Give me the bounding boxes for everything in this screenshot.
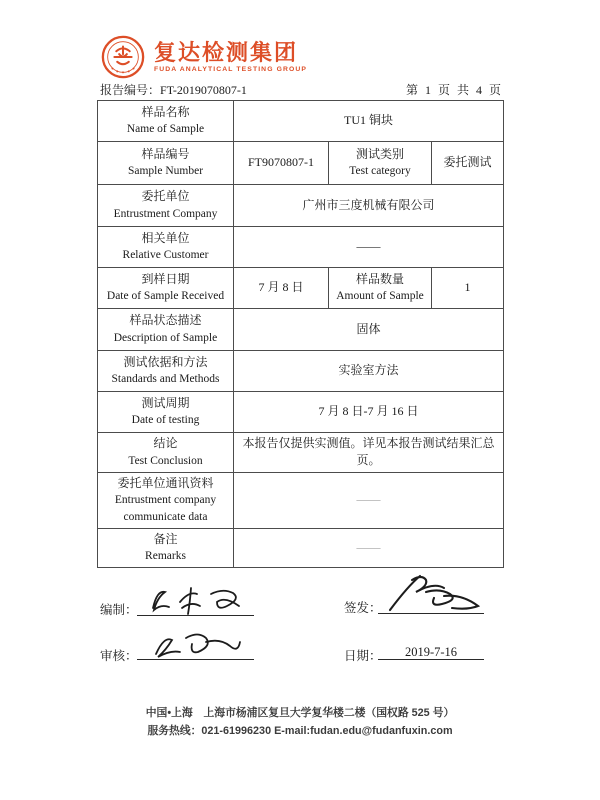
report-number: [100, 81, 247, 98]
row-label-secondary: 测试类别 Test category: [329, 142, 432, 185]
row-label: 备注 Remarks: [98, 528, 234, 567]
reviewed-by-label: 审核：: [100, 649, 138, 663]
row-value-secondary: 1: [432, 268, 504, 309]
report-number-value: FT-2019070807-1: [160, 83, 247, 97]
table-row: [98, 227, 504, 268]
company-seal-icon: [100, 34, 146, 80]
row-value: 本报告仅提供实测值。详见本报告测试结果汇总页。: [234, 433, 504, 473]
report-number-label: 报告编号：: [100, 83, 161, 97]
table-row: [98, 101, 504, 142]
table-row: [98, 268, 504, 309]
row-value: 广州市三度机械有限公司: [234, 185, 504, 227]
reviewed-by-signature: [150, 626, 246, 662]
logo-name-en: FUDA ANALYTICAL TESTING GROUP: [154, 66, 307, 74]
row-value: 实验室方法: [234, 351, 504, 392]
table-row: [98, 185, 504, 227]
date-label: 日期：: [344, 649, 382, 663]
table-row: [98, 309, 504, 351]
row-label: 测试依据和方法 Standards and Methods: [98, 351, 234, 392]
row-label: 结论 Test Conclusion: [98, 433, 234, 473]
row-value: FT9070807-1: [234, 142, 329, 185]
footer-address: 中国•上海 上海市杨浦区复旦大学复华楼二楼（国权路 525 号）: [145, 707, 455, 719]
row-label: 到样日期 Date of Sample Received: [98, 268, 234, 309]
row-value: 7 月 8 日-7 月 16 日: [234, 392, 504, 433]
row-label: 相关单位 Relative Customer: [98, 227, 234, 268]
issued-by-signature: [382, 570, 486, 614]
row-label: 委托单位通讯资料 Entrustment company communicate data: [98, 472, 234, 528]
report-meta-line: [100, 81, 503, 98]
footer-contact: 服务热线：021-61996230 E-mail:fudan.edu@fudanfuxin.com: [147, 725, 453, 738]
date-value: 2019-7-16: [404, 645, 458, 659]
row-label-secondary: 样品数量 Amount of Sample: [329, 268, 432, 309]
table-row: [98, 472, 504, 528]
row-label: 样品状态描述 Description of Sample: [98, 309, 234, 351]
row-value: ——: [234, 472, 504, 528]
table-row: [98, 528, 504, 567]
row-value: 固体: [234, 309, 504, 351]
row-value: 7 月 8 日: [234, 268, 329, 309]
company-logo: [100, 34, 307, 80]
row-label: 样品名称 Name of Sample: [98, 101, 234, 142]
prepared-by-signature: [147, 582, 247, 618]
prepared-by-label: 编制：: [100, 603, 138, 617]
row-value: TU1 铜块: [234, 101, 504, 142]
table-row: [98, 142, 504, 185]
table-row: [98, 351, 504, 392]
row-label: 样品编号 Sample Number: [98, 142, 234, 185]
row-label: 委托单位 Entrustment Company: [98, 185, 234, 227]
table-row: [98, 392, 504, 433]
issued-by-label: 签发：: [344, 601, 382, 615]
row-value: ——: [234, 528, 504, 567]
sample-info-table: [97, 100, 504, 568]
row-value: ——: [234, 227, 504, 268]
footer: [0, 704, 600, 741]
row-label: 测试周期 Date of testing: [98, 392, 234, 433]
logo-text: [154, 41, 307, 73]
page-indicator: 第 1 页 共 4 页: [405, 83, 503, 97]
row-value-secondary: 委托测试: [432, 142, 504, 185]
logo-name-cn: 复达检测集团: [154, 39, 299, 65]
table-row: [98, 433, 504, 473]
